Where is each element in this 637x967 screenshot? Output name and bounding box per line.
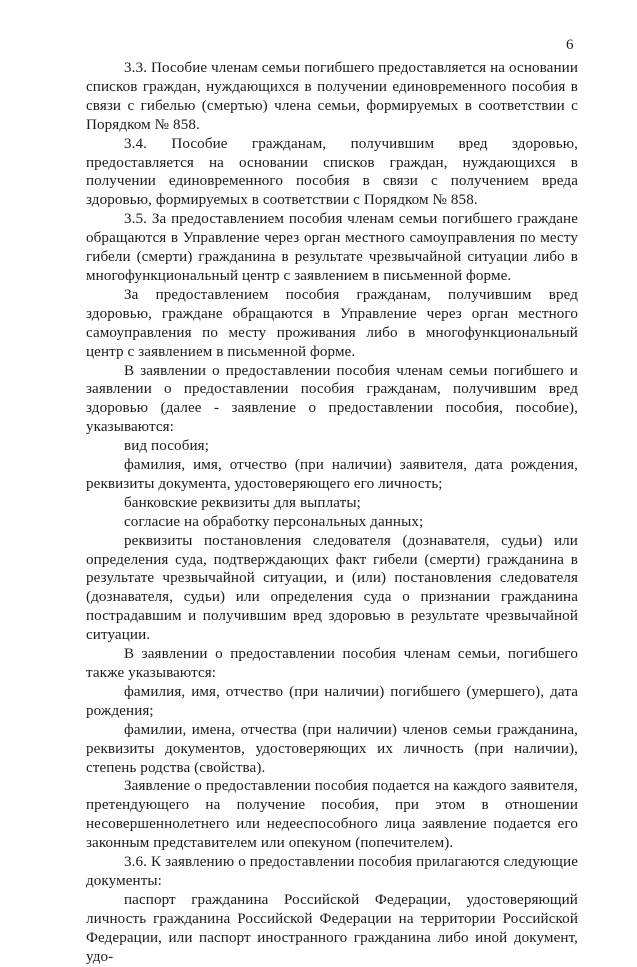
list-item-deceased-name: фамилия, имя, отчество (при наличии) погибшего (умершего), дата рождения;	[86, 683, 578, 719]
page-number: 6	[566, 37, 574, 53]
paragraph-3-5: 3.5. За предоставлением пособия членам семьи погибшего граждане обращаются в Управление через орган местного самоуправления по месту гибели (смерти) гражданина в результате чрезвычайной ситуации либо в многофункциональный центр с заявлением в письменной форме.	[86, 211, 578, 284]
paragraph-3-4: 3.4. Пособие гражданам, получившим вред здоровью, предоставляется на основании списков граждан, нуждающихся в получении единовременного пособия в связи с получением вреда здоровью, формируемых в соответствии с Порядком № 858.	[86, 135, 578, 209]
list-item-family-members: фамилии, имена, отчества (при наличии) членов семьи гражданина, реквизиты документов, удостоверяющих их личность (при наличии), степень родства (свойства).	[86, 721, 578, 776]
paragraph-injury-application: За предоставлением пособия гражданам, получившим вред здоровью, граждане обращаются в Управление через орган местного самоуправления по месту проживания либо в многофункциональный центр с заявлением в письменной форме.	[86, 286, 578, 360]
list-item-bank-details: банковские реквизиты для выплаты;	[124, 494, 361, 511]
paragraph-3-6: 3.6. К заявлению о предоставлении пособия прилагаются следующие документы:	[86, 854, 578, 889]
paragraph-3-3: 3.3. Пособие членам семьи погибшего предоставляется на основании списков граждан, нуждающихся в получении единовременного пособия в связи с гибелью (смертью) члена семьи, формируемых в соответствии с Порядком № 858.	[86, 60, 578, 133]
list-item-passport: паспорт гражданина Российской Федерации, удостоверяющий личность гражданина Российской Федерации на территории Российской Федерации, или паспорт иностранного гражданина либо иной документ, удо-	[86, 891, 578, 965]
paragraph-application-contents: В заявлении о предоставлении пособия членам семьи погибшего и заявлении о предоставлении пособия гражданам, получившим вред здоровью (далее - заявление о предоставлении пособия, пособие), указываются:	[86, 362, 578, 436]
paragraph-per-applicant: Заявление о предоставлении пособия подается на каждого заявителя, претендующего на получение пособия, при этом в отношении несовершеннолетнего или недееспособного лица заявление подается его законным представителем или опекуном (попечителем).	[86, 778, 578, 852]
paragraph-family-application: В заявлении о предоставлении пособия членам семьи, погибшего также указываются:	[86, 646, 578, 681]
document-body	[86, 59, 578, 967]
list-item-data-consent: согласие на обработку персональных данных;	[124, 513, 424, 530]
list-item-benefit-type: вид пособия;	[124, 438, 209, 455]
list-item-resolution-details: реквизиты постановления следователя (дознавателя, судьи) или определения суда, подтверждающих факт гибели (смерти) гражданина в результате чрезвычайной ситуации, и (или) постановления следователя (дознавателя, судьи) или определения суда о признании гражданина пострадавшим и получившим вред здоровью в результате чрезвычайной ситуации.	[86, 532, 578, 644]
list-item-applicant-name: фамилия, имя, отчество (при наличии) заявителя, дата рождения, реквизиты документа, удостоверяющего его личность;	[86, 457, 578, 492]
